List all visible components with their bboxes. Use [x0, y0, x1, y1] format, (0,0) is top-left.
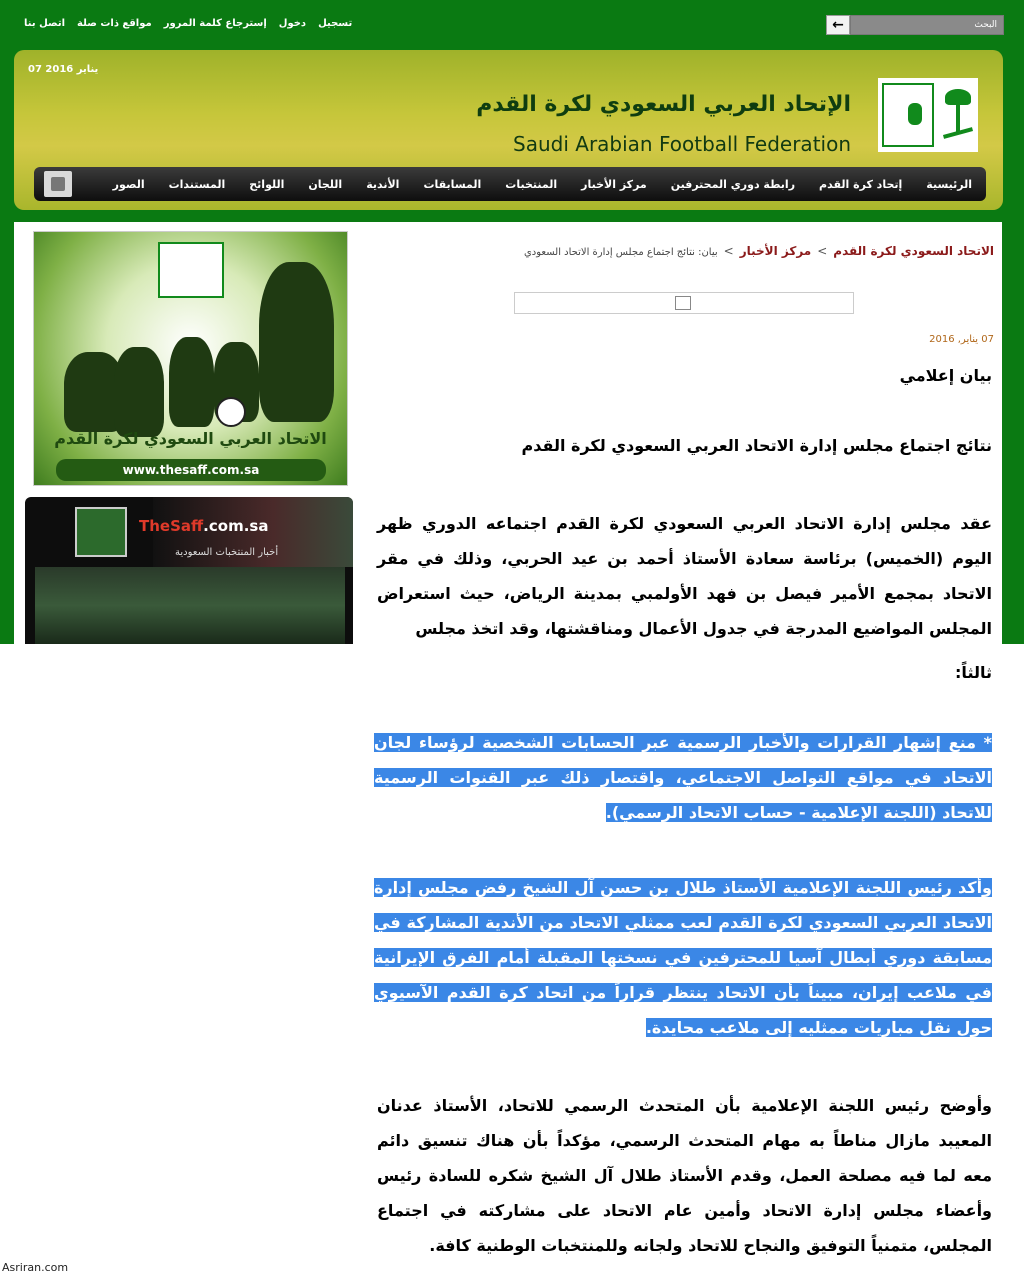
main-nav [34, 167, 986, 201]
article-heading: بيان إعلامي [899, 366, 992, 385]
ad-banner-text: الاتحاد العربي السعودي لكرة القدم [54, 429, 327, 448]
nav-documents[interactable]: المستندات [168, 177, 226, 191]
player-silhouette-icon [259, 262, 334, 422]
article-date: 07 يناير, 2016 [929, 334, 994, 345]
nav-news[interactable]: مركز الأخبار [581, 177, 647, 191]
saff-emblem-icon [75, 507, 127, 557]
search-box [826, 15, 1004, 35]
nav-competitions[interactable]: المسابقات [423, 177, 482, 191]
federation-logo-icon [158, 242, 224, 298]
nav-clubs[interactable]: الأندية [366, 177, 400, 191]
nav-pro-league[interactable]: رابطة دوري المحترفين [670, 177, 796, 191]
selected-text: وأكد رئيس اللجنة الإعلامية الأستاذ طلال بن حسن آل الشيخ رفض مجلس إدارة الاتحاد العربي السعودي لكرة القدم لعب ممثلي الاتحاد من الأندية المشاركة في مسابقة دوري أبطال آسيا للمحترفين في نسختها المقبلة أمام الفرق الإيرانية في ملاعب إيران، مبيناً بأن الاتحاد ينتظر قراراً من اتحاد كرة القدم الآسيوي حول نقل مباريات ممثليه إلى ملاعب محايدة. [374, 878, 992, 1037]
saudi-flag-image [35, 567, 345, 644]
nav-home[interactable]: الرئيسية [926, 177, 972, 191]
breadcrumb [524, 244, 994, 258]
header-date: 07 يناير 2016 [28, 64, 99, 75]
article-paragraph-3 [374, 870, 992, 1045]
brand-white: .com.sa [203, 517, 269, 535]
article-subheading: نتائج اجتماع مجلس إدارة الاتحاد العربي السعودي لكرة القدم [521, 436, 992, 455]
ad-subtitle: أخبار المنتخبات السعودية [175, 547, 279, 558]
top-bar [0, 0, 1024, 48]
ad-brand [139, 517, 268, 535]
nav-committees[interactable]: اللجان [308, 177, 343, 191]
breadcrumb-separator: > [817, 244, 828, 258]
site-title-en: Saudi Arabian Football Federation [513, 132, 851, 156]
player-silhouette-icon [114, 347, 164, 437]
breadcrumb-separator: > [723, 244, 734, 258]
nav-photos[interactable]: الصور [112, 177, 145, 191]
selected-text: * منع إشهار القرارات والأخبار الرسمية عبر الحسابات الشخصية لرؤساء لجان الاتحاد في مواقع التواصل الاجتماعي، واقتصار ذلك عبر القنوات الرسمية للاتحاد (اللجنة الإعلامية - حساب الاتحاد الرسمي). [374, 733, 992, 822]
nav-teams[interactable]: المنتخبات [505, 177, 558, 191]
thesaff-ad[interactable] [25, 497, 353, 644]
article-paragraph-4: وأوضح رئيس اللجنة الإعلامية بأن المتحدث الرسمي للاتحاد، الأستاذ عدنان المعيبد مازال مناطاً به مهام المتحدث الرسمي، مؤكداً بأن هناك تنسيق دائم معه لما فيه مصلحة العمل، وقدم الأستاذ طلال آل الشيخ شكره للسادة رئيس وأعضاء مجلس إدارة الاتحاد وأمين عام الاتحاد على مشاركته في اجتماع المجلس، متمنياً التوفيق والنجاح للاتحاد ولجانه وللمنتخبات الوطنية كافة. [377, 1096, 992, 1255]
palm-swords-icon [941, 85, 975, 145]
related-sites-link[interactable]: مواقع ذات صلة [77, 18, 152, 29]
top-links [24, 18, 352, 29]
breadcrumb-current: بيان: نتائج اجتماع مجلس إدارة الاتحاد السعودي [523, 247, 718, 258]
search-input[interactable]: البحث [850, 15, 1004, 35]
federation-logo[interactable] [878, 78, 978, 152]
ad-url[interactable]: www.thesaff.com.sa [56, 459, 326, 481]
article-section-label: ثالثاً: [955, 663, 992, 682]
site-header [14, 50, 1003, 210]
player-silhouette-icon [169, 337, 214, 427]
search-button[interactable]: ← [826, 15, 850, 35]
broken-image-icon [675, 296, 691, 310]
register-link[interactable]: تسجيل [318, 18, 353, 29]
article-image [514, 292, 854, 314]
article-paragraph-2 [374, 725, 992, 830]
brand-red: TheSaff [139, 517, 204, 535]
login-link[interactable]: دخول [278, 18, 307, 29]
nav-regulations[interactable]: اللوائح [249, 177, 285, 191]
soccer-ball-icon [216, 397, 246, 427]
site-title-ar: الإتحاد العربي السعودي لكرة القدم [476, 92, 851, 117]
nav-federation[interactable]: إتحاد كرة القدم [819, 177, 903, 191]
contact-link[interactable]: اتصل بنا [24, 18, 66, 29]
breadcrumb-news[interactable]: مركز الأخبار [739, 244, 812, 258]
football-emblem-icon [882, 83, 934, 147]
recover-password-link[interactable]: إسترجاع كلمة المرور [163, 18, 267, 29]
rss-icon[interactable] [44, 171, 72, 197]
watermark: Asriran.com [2, 1261, 69, 1274]
article-paragraph-1: عقد مجلس إدارة الاتحاد العربي السعودي لكرة القدم اجتماعه الدوري ظهر اليوم (الخميس) برئاسة سعادة الأستاذ أحمد بن عيد الحربي، وذلك في مقر الاتحاد بمجمع الأمير فيصل بن فهد الأولمبي بمدينة الرياض، حيث استعراض المجلس المواضيع المدرجة في جدول الأعمال ومناقشتها، وقد اتخذ مجلس [377, 514, 992, 638]
breadcrumb-home[interactable]: الاتحاد السعودي لكرة القدم [833, 244, 994, 258]
federation-banner-ad[interactable] [33, 231, 348, 486]
